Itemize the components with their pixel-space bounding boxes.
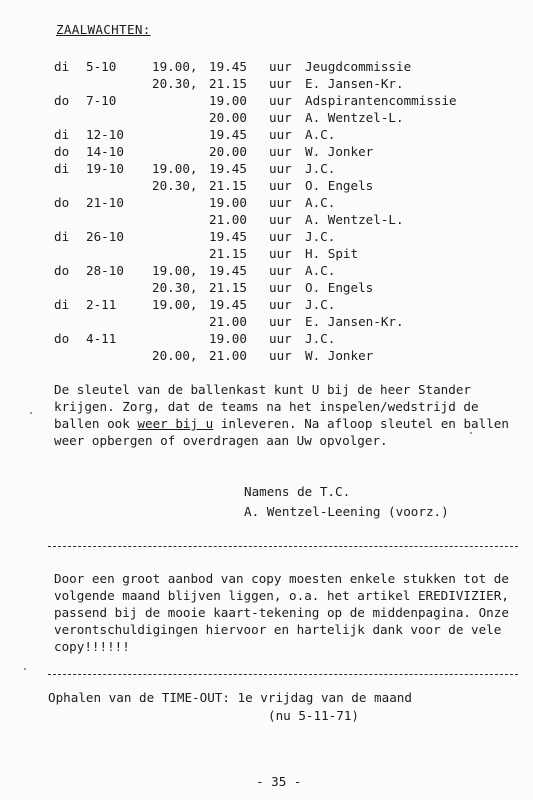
schedule-row xyxy=(54,177,505,194)
schedule-who-cell: A.C. xyxy=(305,263,336,278)
schedule-date-cell xyxy=(86,109,152,126)
schedule-day-cell: di xyxy=(54,161,70,176)
schedule-day-cell xyxy=(54,177,86,194)
schedule-t2-cell: 19.45 xyxy=(209,229,247,244)
schedule-uur-cell: uur xyxy=(269,331,292,346)
schedule-t2-cell: 21.15 xyxy=(209,280,247,295)
schedule-t1-cell: 19.00, xyxy=(152,263,198,278)
schedule-day-cell: do xyxy=(54,195,70,210)
schedule-uur-cell: uur xyxy=(269,93,292,108)
schedule-uur-cell: uur xyxy=(269,297,292,312)
schedule-row xyxy=(54,92,505,109)
pickup-line-2: (nu 5-11-71) xyxy=(268,708,359,723)
schedule-row xyxy=(54,347,505,364)
schedule-t1-cell xyxy=(152,126,209,143)
page-number: - 35 - xyxy=(256,774,302,789)
schedule-who-cell: J.C. xyxy=(305,161,336,176)
schedule-day-cell: do xyxy=(54,144,70,159)
schedule-date-cell: 19-10 xyxy=(86,161,124,176)
schedule-t1-cell: 20.30, xyxy=(152,76,198,91)
section-heading: ZAALWACHTEN: xyxy=(56,22,151,37)
schedule-t1-cell xyxy=(152,92,209,109)
key-notice-underlined: weer bij u xyxy=(137,416,214,431)
schedule-t1-cell: 19.00, xyxy=(152,297,198,312)
schedule-day-cell xyxy=(54,75,86,92)
schedule-t2-cell: 20.00 xyxy=(209,144,247,159)
schedule-uur-cell: uur xyxy=(269,280,292,295)
schedule-day-cell: do xyxy=(54,93,70,108)
schedule-who-cell: O. Engels xyxy=(305,280,374,295)
schedule-date-cell: 28-10 xyxy=(86,263,124,278)
schedule-uur-cell: uur xyxy=(269,314,292,329)
schedule-t2-cell: 19.45 xyxy=(209,297,247,312)
schedule-who-cell: W. Jonker xyxy=(305,348,374,363)
schedule-date-cell: 26-10 xyxy=(86,229,124,244)
schedule-day-cell xyxy=(54,245,86,262)
schedule-row xyxy=(54,211,505,228)
schedule-who-cell: A.C. xyxy=(305,195,336,210)
schedule-uur-cell: uur xyxy=(269,246,292,261)
schedule-row xyxy=(54,109,505,126)
schedule-who-cell: H. Spit xyxy=(305,246,359,261)
schedule-day-cell: di xyxy=(54,59,70,74)
schedule-who-cell: J.C. xyxy=(305,229,336,244)
schedule-t1-cell: 20.30, xyxy=(152,280,198,295)
schedule-date-cell: 2-11 xyxy=(86,297,117,312)
pickup-line-1: Ophalen van de TIME-OUT: 1e vrijdag van de maand xyxy=(48,690,412,705)
schedule-uur-cell: uur xyxy=(269,127,292,142)
schedule-who-cell: E. Jansen-Kr. xyxy=(305,314,404,329)
schedule-who-cell: A. Wentzel-L. xyxy=(305,212,404,227)
schedule-row xyxy=(54,296,505,313)
schedule-day-cell: di xyxy=(54,297,70,312)
schedule-uur-cell: uur xyxy=(269,229,292,244)
schedule-row xyxy=(54,245,505,262)
schedule-t2-cell: 21.00 xyxy=(209,314,247,329)
schedule-row xyxy=(54,75,505,92)
schedule-uur-cell: uur xyxy=(269,263,292,278)
schedule-uur-cell: uur xyxy=(269,348,292,363)
schedule-t2-cell: 21.00 xyxy=(209,348,247,363)
schedule-who-cell: E. Jansen-Kr. xyxy=(305,76,404,91)
schedule-date-cell: 7-10 xyxy=(86,93,117,108)
dashed-divider xyxy=(48,546,518,547)
schedule-t1-cell xyxy=(152,194,209,211)
schedule-date-cell xyxy=(86,347,152,364)
schedule-t2-cell: 19.00 xyxy=(209,195,247,210)
schedule-t1-cell: 20.30, xyxy=(152,178,198,193)
schedule-t2-cell: 20.00 xyxy=(209,110,247,125)
schedule-uur-cell: uur xyxy=(269,161,292,176)
schedule-date-cell xyxy=(86,245,152,262)
schedule-t2-cell: 19.45 xyxy=(209,59,247,74)
schedule-uur-cell: uur xyxy=(269,144,292,159)
schedule-date-cell xyxy=(86,177,152,194)
schedule-t2-cell: 21.00 xyxy=(209,212,247,227)
schedule-date-cell xyxy=(86,211,152,228)
schedule-day-cell: do xyxy=(54,331,70,346)
schedule-t2-cell: 19.00 xyxy=(209,331,247,346)
schedule-day-cell xyxy=(54,347,86,364)
schedule-who-cell: Jeugdcommissie xyxy=(305,59,412,74)
copy-notice: Door een groot aanbod van copy moesten enkele stukken tot de volgende maand blijven liggen, o.a. het artikel EREDIVIZIER, passend bij de mooie kaart-tekening op de middenpagina. Onze verontschuldigingen hiervoor en hartelijk dank voor de vele copy!!!!!! xyxy=(54,571,509,654)
schedule-t1-cell xyxy=(152,330,209,347)
schedule-row xyxy=(54,194,505,211)
schedule-t1-cell xyxy=(152,143,209,160)
schedule-row xyxy=(54,126,505,143)
schedule-t1-cell xyxy=(152,109,209,126)
schedule-uur-cell: uur xyxy=(269,110,292,125)
schedule-row xyxy=(54,228,505,245)
schedule-day-cell: do xyxy=(54,263,70,278)
schedule-t1-cell xyxy=(152,211,209,228)
schedule-date-cell xyxy=(86,75,152,92)
schedule-row xyxy=(54,330,505,347)
signature-line-1: Namens de T.C. xyxy=(244,484,351,499)
schedule-t2-cell: 21.15 xyxy=(209,76,247,91)
schedule-row xyxy=(54,160,505,177)
schedule-row xyxy=(54,262,505,279)
paper-speck xyxy=(30,412,32,414)
key-notice-part1: De sleutel van de ballenkast kunt U bij de heer Stander krijgen. Zorg, dat de teams na het inspelen/wedstrijd de ballen ook xyxy=(54,382,479,431)
schedule-who-cell: J.C. xyxy=(305,297,336,312)
key-notice xyxy=(54,381,524,449)
schedule-who-cell: W. Jonker xyxy=(305,144,374,159)
schedule-uur-cell: uur xyxy=(269,76,292,91)
schedule-date-cell: 21-10 xyxy=(86,195,124,210)
schedule-row xyxy=(54,58,505,75)
schedule-date-cell: 12-10 xyxy=(86,127,124,142)
schedule-t1-cell xyxy=(152,228,209,245)
schedule-uur-cell: uur xyxy=(269,212,292,227)
schedule-t2-cell: 21.15 xyxy=(209,178,247,193)
schedule-uur-cell: uur xyxy=(269,178,292,193)
schedule-t1-cell: 19.00, xyxy=(152,59,198,74)
signature-line-2: A. Wentzel-Leening (voorz.) xyxy=(244,504,449,519)
schedule-t2-cell: 19.45 xyxy=(209,127,247,142)
schedule-day-cell xyxy=(54,313,86,330)
schedule-date-cell xyxy=(86,279,152,296)
schedule-date-cell xyxy=(86,313,152,330)
key-notice-part2: inleveren. Na afloop sleutel en ballen weer opbergen of overdragen aan Uw opvolger. xyxy=(54,416,509,448)
schedule-t1-cell: 19.00, xyxy=(152,161,198,176)
paper-speck xyxy=(24,668,26,670)
schedule-t1-cell xyxy=(152,245,209,262)
schedule-row xyxy=(54,279,505,296)
schedule-day-cell xyxy=(54,109,86,126)
schedule-date-cell: 5-10 xyxy=(86,59,117,74)
schedule-day-cell xyxy=(54,211,86,228)
schedule-t2-cell: 19.45 xyxy=(209,161,247,176)
schedule-row xyxy=(54,313,505,330)
schedule-who-cell: O. Engels xyxy=(305,178,374,193)
schedule-t2-cell: 19.45 xyxy=(209,263,247,278)
schedule-uur-cell: uur xyxy=(269,195,292,210)
schedule-day-cell: di xyxy=(54,229,70,244)
schedule-t2-cell: 21.15 xyxy=(209,246,247,261)
schedule-who-cell: A.C. xyxy=(305,127,336,142)
dashed-divider xyxy=(48,674,518,675)
schedule-t1-cell: 20.00, xyxy=(152,348,198,363)
schedule-day-cell xyxy=(54,279,86,296)
schedule-date-cell: 4-11 xyxy=(86,331,117,346)
schedule-row xyxy=(54,143,505,160)
paper-speck xyxy=(470,432,472,434)
schedule-t2-cell: 19.00 xyxy=(209,93,247,108)
schedule-uur-cell: uur xyxy=(269,59,292,74)
schedule-day-cell: di xyxy=(54,127,70,142)
schedule-t1-cell xyxy=(152,313,209,330)
schedule-who-cell: J.C. xyxy=(305,331,336,346)
schedule-who-cell: Adspirantencommissie xyxy=(305,93,457,108)
schedule-who-cell: A. Wentzel-L. xyxy=(305,110,404,125)
schedule-date-cell: 14-10 xyxy=(86,144,124,159)
duty-schedule xyxy=(54,58,505,364)
